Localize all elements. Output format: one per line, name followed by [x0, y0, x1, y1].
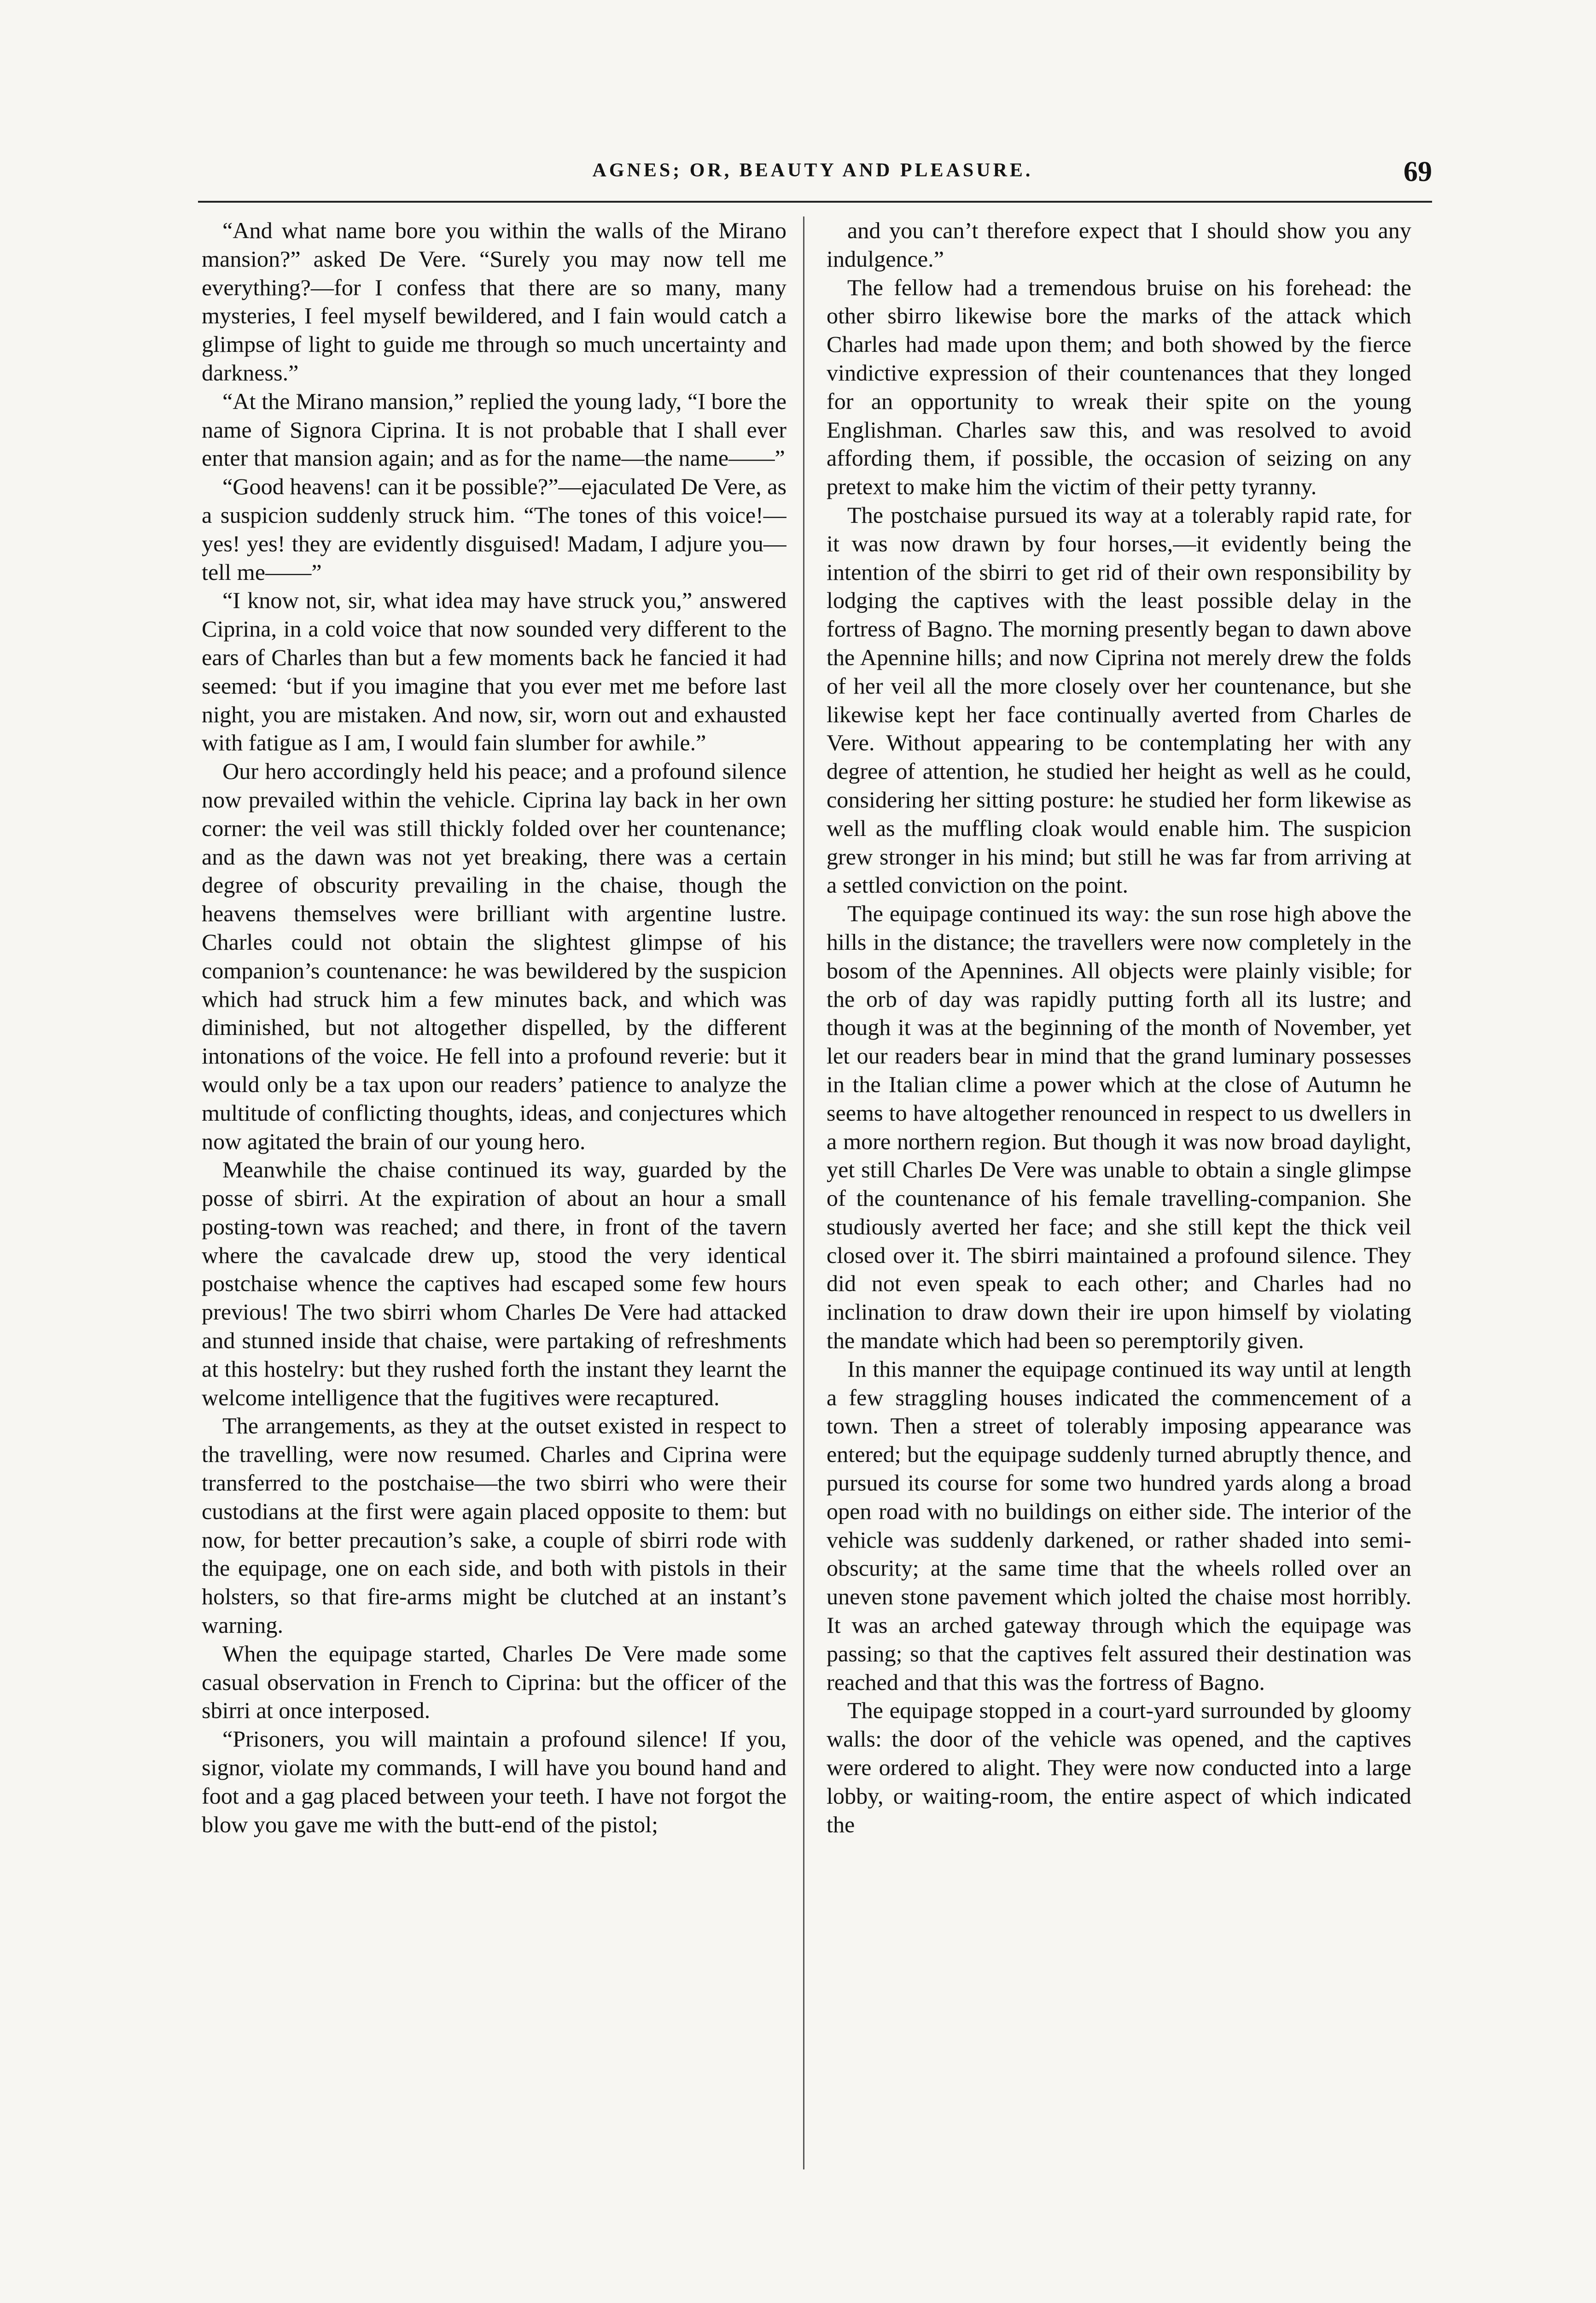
- paragraph: “At the Mirano mansion,” replied the young lady, “I bore the name of Signora Ciprina. It is not probable that I shall ever enter that mansion again; and as for the name—the name——”: [202, 388, 786, 471]
- paragraph: The equipage stopped in a court-yard surrounded by gloomy walls: the door of the vehicle was opened, and the captives were ordered to alight. They were now conducted into a large lobby, or waiting-room, the entire aspect of which indicated the: [827, 1697, 1411, 1837]
- paragraph: Our hero accordingly held his peace; and a profound silence now prevailed within the vehicle. Ciprina lay back in her own corner: the veil was still thickly folded over her countenance; and as the dawn was not yet breaking, there was a certain degree of obscurity prevailing in the chaise, though the heavens themselves were brilliant with argentine lustre. Charles could not obtain the slightest glimpse of his companion’s countenance: he was bewildered by the suspicion which had struck him a few minutes back, and which was diminished, but not altogether dispelled, by the different intonations of the voice. He fell into a profound reverie: but it would only be a tax upon our readers’ patience to analyze the multitude of conflicting thoughts, ideas, and conjectures which now agitated the brain of our young hero.: [202, 758, 786, 1154]
- paragraph: In this manner the equipage continued its way until at length a few straggling houses indicated the commencement of a town. Then a street of tolerably imposing appearance was entered; but the equipage suddenly turned abruptly thence, and pursued its course for some two hundred yards along a broad open road with no buildings on either side. The interior of the vehicle was suddenly darkened, or rather shaded into semi-obscurity; at the same time that the wheels rolled over an uneven stone pavement which jolted the chaise most horribly. It was an arched gateway through which the equipage was passing; so that the captives felt assured their destination was reached and that this was the fortress of Bagno.: [827, 1356, 1411, 1695]
- paragraph: Meanwhile the chaise continued its way, guarded by the posse of sbirri. At the expiration of about an hour a small posting-town was reached; and there, in front of the tavern where the cavalcade drew up, stood the very identical postchaise whence the captives had escaped some few hours previous! The two sbirri whom Charles De Vere had attacked and stunned inside that chaise, were partaking of refreshments at this hostelry: but they rushed forth the instant they learnt the welcome intelligence that the fugitives were recaptured.: [202, 1157, 786, 1410]
- column-divider: [803, 216, 804, 2169]
- paragraph: and you can’t therefore expect that I should show you any indulgence.”: [827, 217, 1411, 272]
- page-header: [193, 156, 1432, 197]
- header-rule: [198, 201, 1432, 203]
- paragraph: “Prisoners, you will maintain a profound silence! If you, signor, violate my commands, I will have you bound hand and foot and a gag placed between your teeth. I have not forgot the blow you gave me with the butt-end of the pistol;: [202, 1726, 786, 1837]
- paragraph: The postchaise pursued its way at a tolerably rapid rate, for it was now drawn by four horses,—it evidently being the intention of the sbirri to get rid of their own responsibility by lodging the captives with the least possible delay in the fortress of Bagno. The morning presently began to dawn above the Apennine hills; and now Ciprina not merely drew the folds of her veil all the more closely over her countenance, but she likewise kept her face continually averted from Charles de Vere. Without appearing to be contemplating her with any degree of attention, he studied her height as well as he could, considering her sitting posture: he studied her form likewise as well as the muffling cloak would enable him. The suspicion grew stronger in his mind; but still he was far from arriving at a settled conviction on the point.: [827, 502, 1411, 898]
- running-title: AGNES; OR, BEAUTY AND PLEASURE.: [592, 160, 1033, 181]
- paragraph: The fellow had a tremendous bruise on his forehead: the other sbirro likewise bore the marks of the attack which Charles had made upon them; and both showed by the fierce vindictive expression of their countenances that they longed for an opportunity to wreak their spite on the young Englishman. Charles saw this, and was resolved to avoid affording them, if possible, the occasion of seizing on any pretext to make him the victim of their petty tyranny.: [827, 274, 1411, 500]
- right-column: [827, 216, 1411, 2179]
- paragraph: The equipage continued its way: the sun rose high above the hills in the distance; the travellers were now completely in the bosom of the Apennines. All objects were plainly visible; for the orb of day was rapidly putting forth all its lustre; and though it was at the beginning of the month of November, yet let our readers bear in mind that the grand luminary possesses in the Italian clime a power which at the close of Autumn he seems to have altogether renounced in respect to us dwellers in a more northern region. But though it was now broad daylight, yet still Charles De Vere was unable to obtain a single glimpse of the countenance of his female travelling-companion. She studiously averted her face; and she still kept the thick veil closed over it. The sbirri maintained a profound silence. They did not even speak to each other; and Charles had no inclination to draw down their ire upon himself by violating the mandate which had been so peremptorily given.: [827, 900, 1411, 1354]
- paragraph: The arrangements, as they at the outset existed in respect to the travelling, were now resumed. Charles and Ciprina were transferred to the postchaise—the two sbirri who were their custodians at the first were again placed opposite to them: but now, for better precaution’s sake, a couple of sbirri rode with the equipage, one on each side, and both with pistols in their holsters, so that fire-arms might be clutched at an instant’s warning.: [202, 1413, 786, 1638]
- left-column: [202, 216, 786, 2179]
- paragraph: “Good heavens! can it be possible?”—ejaculated De Vere, as a suspicion suddenly struck him. “The tones of this voice!—yes! yes! they are evidently disguised! Madam, I adjure you—tell me——”: [202, 473, 786, 585]
- page-number: 69: [1404, 156, 1432, 187]
- paragraph: “And what name bore you within the walls of the Mirano mansion?” asked De Vere. “Surely you may now tell me everything?—for I confess that there are so many, many mysteries, I feel myself bewildered, and I fain would catch a glimpse of light to guide me through so much uncertainty and darkness.”: [202, 217, 786, 386]
- paragraph: When the equipage started, Charles De Vere made some casual observation in French to Ciprina: but the officer of the sbirri at once interposed.: [202, 1640, 786, 1724]
- paragraph: “I know not, sir, what idea may have struck you,” answered Ciprina, in a cold voice that now sounded very different to the ears of Charles than but a few moments back he fancied it had seemed: ‘but if you imagine that you ever met me before last night, you are mistaken. And now, sir, worn out and exhausted with fatigue as I am, I would fain slumber for awhile.”: [202, 587, 786, 756]
